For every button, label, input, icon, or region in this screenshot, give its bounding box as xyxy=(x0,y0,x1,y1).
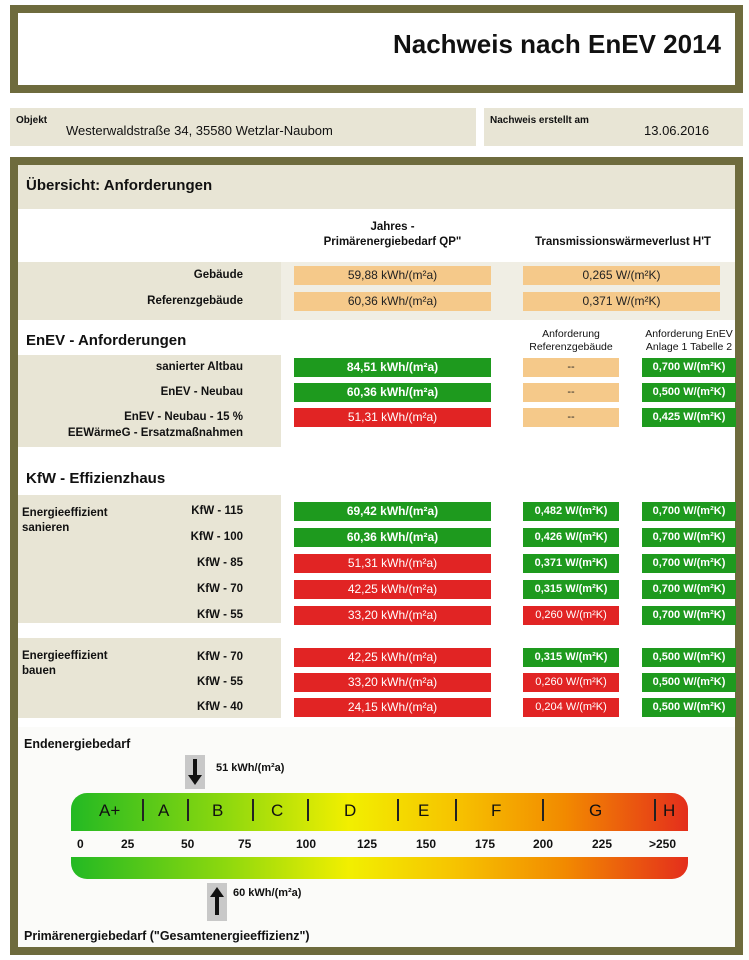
value-cell: 0,700 W/(m²K) xyxy=(642,502,736,521)
row-label: KfW - 70 xyxy=(197,583,243,595)
class-label: A+ xyxy=(99,801,121,820)
value-cell: -- xyxy=(523,408,619,427)
col-qp-header: Jahres - Primärenergiebedarf QP" xyxy=(323,221,462,248)
tick-label: 175 xyxy=(475,837,496,851)
row-label: Gebäude xyxy=(193,269,243,281)
row-label: sanierter Altbau xyxy=(155,361,243,373)
main-panel xyxy=(10,157,743,955)
energy-scale-top xyxy=(71,793,688,831)
tick-label: 125 xyxy=(357,837,378,851)
energy-scale-bottom xyxy=(71,857,688,879)
object-label: Objekt xyxy=(16,115,48,126)
end-energy-label: Endenergiebedarf xyxy=(24,737,131,751)
value-cell: -- xyxy=(523,383,619,402)
class-label: F xyxy=(491,801,502,820)
row-label: EnEV - Neubau xyxy=(160,386,243,398)
class-label: E xyxy=(418,801,430,820)
class-label: G xyxy=(589,801,603,820)
value-cell: 0,315 W/(m²K) xyxy=(523,648,619,667)
enev-title: EnEV - Anforderungen xyxy=(26,332,187,349)
row-label: Referenzgebäude xyxy=(147,295,243,307)
tick-label: 150 xyxy=(416,837,437,851)
class-label: H xyxy=(663,801,676,820)
tick-label: 50 xyxy=(181,837,195,851)
value-cell: 0,260 W/(m²K) xyxy=(523,673,619,692)
end-energy-marker xyxy=(185,755,205,789)
row-label: KfW - 115 xyxy=(191,505,243,517)
class-label: C xyxy=(271,801,284,820)
value-cell: 60,36 kWh/(m²a) xyxy=(294,292,491,311)
tick-label: >250 xyxy=(649,837,677,851)
value-cell: 24,15 kWh/(m²a) xyxy=(294,698,491,717)
group-label: Energieeffizient sanieren xyxy=(22,507,108,534)
col-anl-header: Anforderung EnEV Anlage 1 Tabelle 2 xyxy=(645,328,733,353)
value-cell: 0,265 W/(m²K) xyxy=(523,266,720,285)
value-cell: 0,500 W/(m²K) xyxy=(642,383,736,402)
value-cell: 84,51 kWh/(m²a) xyxy=(294,358,491,377)
value-cell: 33,20 kWh/(m²a) xyxy=(294,606,491,625)
tick-label: 200 xyxy=(533,837,554,851)
value-cell: 42,25 kWh/(m²a) xyxy=(294,580,491,599)
page-title: Nachweis nach EnEV 2014 xyxy=(392,29,721,59)
value-cell: -- xyxy=(523,358,619,377)
tick-label: 225 xyxy=(592,837,613,851)
group-label: Energieeffizient bauen xyxy=(22,650,108,677)
primary-energy-label: Primärenergiebedarf ("Gesamtenergieeffizienz") xyxy=(24,929,310,943)
value-cell: 0,700 W/(m²K) xyxy=(642,580,736,599)
col-ref-header: Anforderung Referenzgebäude xyxy=(529,328,613,353)
primary-energy-marker xyxy=(207,883,227,921)
row-label: KfW - 70 xyxy=(197,651,243,663)
value-cell: 0,700 W/(m²K) xyxy=(642,358,736,377)
value-cell: 59,88 kWh/(m²a) xyxy=(294,266,491,285)
arrow-down-icon xyxy=(185,755,205,789)
value-cell: 51,31 kWh/(m²a) xyxy=(294,554,491,573)
value-cell: 51,31 kWh/(m²a) xyxy=(294,408,491,427)
value-cell: 0,482 W/(m²K) xyxy=(523,502,619,521)
value-cell: 0,700 W/(m²K) xyxy=(642,554,736,573)
row-label: KfW - 100 xyxy=(190,531,243,543)
tick-label: 75 xyxy=(238,837,252,851)
date-box xyxy=(484,108,743,146)
primary-energy-value: 60 kWh/(m²a) xyxy=(233,887,302,899)
row-label: KfW - 55 xyxy=(197,609,243,621)
kfw-title: KfW - Effizienzhaus xyxy=(26,470,166,487)
value-cell: 0,500 W/(m²K) xyxy=(642,673,736,692)
value-cell: 0,371 W/(m²K) xyxy=(523,554,619,573)
value-cell: 0,315 W/(m²K) xyxy=(523,580,619,599)
row-label: EEWärmeG - Ersatzmaßnahmen xyxy=(67,427,243,439)
value-cell: 33,20 kWh/(m²a) xyxy=(294,673,491,692)
row-label: KfW - 40 xyxy=(197,701,243,713)
col-ht-header: Transmissionswärmeverlust H'T xyxy=(535,236,711,248)
class-label: A xyxy=(158,801,170,820)
row-label: KfW - 55 xyxy=(197,676,243,688)
value-cell: 0,260 W/(m²K) xyxy=(523,606,619,625)
value-cell: 69,42 kWh/(m²a) xyxy=(294,502,491,521)
object-value: Westerwaldstraße 34, 35580 Wetzlar-Naubom xyxy=(66,123,333,138)
value-cell: 0,426 W/(m²K) xyxy=(523,528,619,547)
value-cell: 60,36 kWh/(m²a) xyxy=(294,383,491,402)
title-box xyxy=(10,5,743,93)
overview-title: Übersicht: Anforderungen xyxy=(26,177,213,194)
object-box xyxy=(10,108,476,146)
value-cell: 42,25 kWh/(m²a) xyxy=(294,648,491,667)
value-cell: 0,425 W/(m²K) xyxy=(642,408,736,427)
value-cell: 0,500 W/(m²K) xyxy=(642,648,736,667)
value-cell: 0,700 W/(m²K) xyxy=(642,528,736,547)
date-value: 13.06.2016 xyxy=(644,123,710,138)
class-label: B xyxy=(212,801,224,820)
arrow-up-icon xyxy=(207,883,227,921)
class-label: D xyxy=(344,801,357,820)
tick-row xyxy=(71,837,691,855)
value-cell: 0,500 W/(m²K) xyxy=(642,698,736,717)
value-cell: 0,700 W/(m²K) xyxy=(642,606,736,625)
tick-label: 0 xyxy=(77,837,84,851)
date-label: Nachweis erstellt am xyxy=(490,115,589,126)
value-cell: 0,371 W/(m²K) xyxy=(523,292,720,311)
tick-label: 100 xyxy=(296,837,317,851)
row-label: EnEV - Neubau - 15 % xyxy=(124,411,243,423)
value-cell: 0,204 W/(m²K) xyxy=(523,698,619,717)
row-label: KfW - 85 xyxy=(197,557,243,569)
tick-label: 25 xyxy=(121,837,135,851)
value-cell: 60,36 kWh/(m²a) xyxy=(294,528,491,547)
end-energy-value: 51 kWh/(m²a) xyxy=(216,762,285,774)
